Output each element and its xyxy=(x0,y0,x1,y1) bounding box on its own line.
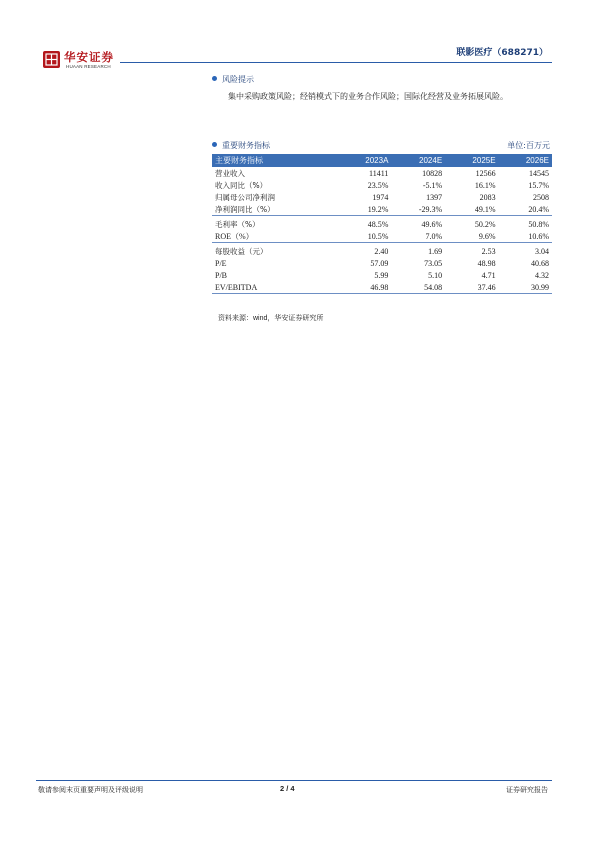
column-header: 2025E xyxy=(445,154,498,167)
row-label: 营业收入 xyxy=(215,168,245,178)
table-row xyxy=(212,167,552,179)
bullet-icon xyxy=(212,76,217,81)
row-label: 净利润同比（%） xyxy=(212,203,338,216)
logo-chinese-name: 华安证券 xyxy=(64,50,114,64)
table-cell: 50.2% xyxy=(474,219,496,229)
table-cell: 4.71 xyxy=(481,270,496,280)
table-cell: 73.05 xyxy=(424,258,443,268)
row-label: P/E xyxy=(215,258,227,268)
row-label: 毛利率（%） xyxy=(215,219,260,229)
table-cell: 10.5% xyxy=(338,230,391,243)
huaan-logo xyxy=(43,50,123,74)
table-cell: 48.5% xyxy=(367,219,389,229)
table-cell: 5.10 xyxy=(428,270,443,280)
table-cell: 12566 xyxy=(475,168,496,178)
table-row xyxy=(212,230,552,243)
risk-text: 集中采购政策风险；经销模式下的业务合作风险；国际化经营及业务拓展风险。 xyxy=(228,92,508,101)
header-divider xyxy=(120,62,552,63)
table-cell: 7.0% xyxy=(391,230,445,243)
row-label: ROE（%） xyxy=(212,230,338,243)
financials-section-title xyxy=(212,140,270,151)
table-cell: 15.7% xyxy=(528,180,549,190)
company-title: 联影医疗（688271） xyxy=(456,48,548,58)
footer-disclaimer: 敬请参阅末页重要声明及评级说明 xyxy=(38,786,143,794)
bullet-icon xyxy=(212,142,217,147)
table-cell: 2508 xyxy=(533,192,549,202)
table-cell: 3.04 xyxy=(535,246,549,256)
table-cell: 4.32 xyxy=(535,270,549,280)
table-row xyxy=(212,191,552,203)
unit-label: 单位:百万元 xyxy=(507,141,550,150)
source-latin: wind xyxy=(253,315,268,322)
table-row xyxy=(212,203,552,216)
table-cell: 2.40 xyxy=(374,246,389,256)
table-row xyxy=(212,216,552,231)
table-cell: 9.6% xyxy=(445,230,498,243)
row-label: 每股收益（元） xyxy=(215,246,268,256)
risk-paragraph xyxy=(212,90,552,104)
page-number: 2 / 4 xyxy=(280,784,295,793)
table-cell: 37.46 xyxy=(445,281,498,294)
table-cell: 49.6% xyxy=(421,219,443,229)
footer-divider xyxy=(36,780,552,781)
source-prefix: 资料来源： xyxy=(218,314,253,322)
risk-section-title xyxy=(212,74,254,85)
risk-title-text: 风险提示 xyxy=(222,75,254,84)
logo-english-name: HUAAN RESEARCH xyxy=(66,64,111,69)
table-cell: 48.98 xyxy=(477,258,496,268)
financials-title-text: 重要财务指标 xyxy=(222,141,270,150)
table-cell: 2083 xyxy=(479,192,496,202)
page-header xyxy=(0,0,596,75)
table-row xyxy=(212,243,552,258)
table-cell: 57.09 xyxy=(370,258,389,268)
table-cell: 14545 xyxy=(529,168,549,178)
table-cell: 1397 xyxy=(426,192,443,202)
column-header: 2026E xyxy=(499,154,552,167)
logo-seal-icon xyxy=(43,51,60,68)
row-label: 归属母公司净利润 xyxy=(215,192,275,202)
table-cell: 19.2% xyxy=(338,203,391,216)
column-header: 主要财务指标 xyxy=(212,154,338,167)
table-cell: 11411 xyxy=(369,168,389,178)
table-cell: 20.4% xyxy=(499,203,552,216)
table-cell: 54.08 xyxy=(391,281,445,294)
table-row xyxy=(212,269,552,281)
table-cell: 40.68 xyxy=(531,258,549,268)
source-note xyxy=(218,313,323,323)
table-cell: 1.69 xyxy=(428,246,443,256)
table-cell: 2.53 xyxy=(481,246,496,256)
table-cell: 5.99 xyxy=(374,270,389,280)
table-cell: 46.98 xyxy=(338,281,391,294)
financial-indicators-table xyxy=(212,154,552,294)
table-cell: 16.1% xyxy=(474,180,496,190)
table-header-row xyxy=(212,154,552,167)
table-row xyxy=(212,257,552,269)
table-cell: 10.6% xyxy=(499,230,552,243)
table-cell: 1974 xyxy=(372,192,389,202)
row-label: 收入同比（%） xyxy=(215,180,268,190)
row-label: P/B xyxy=(215,270,228,280)
column-header: 2024E xyxy=(391,154,445,167)
table-cell: -29.3% xyxy=(391,203,445,216)
table-row xyxy=(212,281,552,294)
column-header: 2023A xyxy=(338,154,391,167)
table-cell: 10828 xyxy=(422,168,443,178)
table-cell: 30.99 xyxy=(499,281,552,294)
table-cell: 49.1% xyxy=(445,203,498,216)
row-label: EV/EBITDA xyxy=(212,281,338,294)
table-cell: -5.1% xyxy=(422,180,443,190)
source-suffix: ，华安证券研究所 xyxy=(267,314,324,322)
table-cell: 23.5% xyxy=(367,180,389,190)
table-row xyxy=(212,179,552,191)
footer-report-type: 证券研究报告 xyxy=(506,786,548,794)
table-cell: 50.8% xyxy=(528,219,549,229)
